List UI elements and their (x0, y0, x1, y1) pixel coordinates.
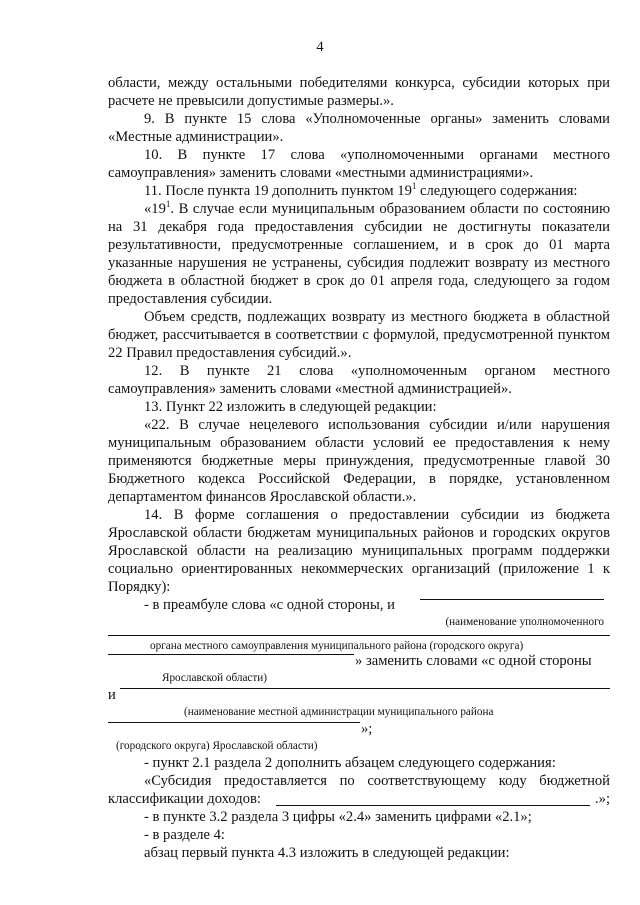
paragraph-item-4-3: абзац первый пункта 4.3 изложить в следующей редакции: (144, 845, 510, 861)
caption-local-administration: (наименование местной администрации муниципального района (184, 706, 494, 718)
caption-row-3 (108, 670, 610, 686)
paragraph-item-12: 12. В пункте 21 слова «уполномоченным органом местного самоуправления» заменить словами «местной администрацией». (108, 363, 610, 397)
document-body (108, 74, 610, 862)
item-19-1-superscript: 1 (165, 199, 171, 210)
replace-line (108, 652, 610, 670)
replace-text: » заменить словами «с одной стороны (355, 653, 592, 669)
item-11-text-b: следующего содержания: (416, 183, 578, 199)
item-19-1-text-a: «19 (144, 201, 166, 217)
blank-line-4 (120, 688, 610, 689)
caption-yaroslavl-region-1: Ярославской области) (162, 672, 267, 684)
blank-line-2 (108, 635, 610, 636)
page-number: 4 (316, 39, 324, 55)
paragraph-item-3-2: - в пункте 3.2 раздела 3 цифры «2.4» заменить цифрами «2.1»; (144, 809, 532, 825)
paragraph-item-13: 13. Пункт 22 изложить в следующей редакции: (144, 399, 437, 415)
spacer (108, 630, 610, 638)
caption-local-government: органа местного самоуправления муниципального района (городского округа) (150, 640, 524, 652)
paragraph-refund-volume: Объем средств, подлежащих возврату из местного бюджета в областной бюджет, рассчитывается в соответствии с формулой, предусмотренной пунктом 22 Правил предоставления субсидий.». (108, 309, 610, 361)
item-11-superscript: 1 (411, 181, 417, 192)
paragraph-subsidy (108, 772, 610, 808)
closing-text: »; (361, 721, 373, 737)
blank-line-6 (276, 805, 590, 806)
paragraph-item-2-1: - пункт 2.1 раздела 2 дополнить абзацем следующего содержания: (144, 755, 556, 771)
blank-line-3 (108, 654, 354, 655)
caption-row-2 (108, 638, 610, 652)
paragraph-item-14: 14. В форме соглашения о предоставлении субсидии из бюджета Ярославской области бюджетам муниципальных районов и городских округов Ярославской области на реализацию муниципальных программ поддержки социально ориентированных некоммерческих организаций (приложение 1 к Порядку): (108, 507, 610, 595)
closing-line (108, 720, 610, 738)
paragraph-item-9: 9. В пункте 15 слова «Уполномоченные органы» заменить словами «Местные администрации». (108, 111, 610, 145)
subsidy-closing: .»; (595, 791, 610, 807)
paragraph-section-4: - в разделе 4: (144, 827, 225, 843)
paragraph-item-19-1 (108, 200, 610, 308)
and-line (108, 686, 610, 704)
paragraph-item-11 (108, 182, 610, 200)
caption-row-4 (108, 704, 610, 720)
caption-row-1 (108, 614, 610, 630)
preamble-text: - в преамбуле слова «с одной стороны, и (144, 597, 395, 613)
and-text: и (108, 687, 116, 703)
subsidy-text: «Субсидия предоставляется по соответствующему коду бюджетной классификации доходов: (108, 773, 610, 807)
item-11-text-a: 11. После пункта 19 дополнить пунктом 19 (144, 183, 412, 199)
caption-yaroslavl-region-2: (городского округа) Ярославской области) (116, 740, 318, 752)
blank-line-1 (420, 599, 604, 600)
caption-row-5 (108, 738, 610, 754)
blank-line-5 (108, 722, 360, 723)
paragraph-item-22: «22. В случае нецелевого использования субсидии и/или нарушения муниципальным образованием области условий ее предоставления к нему применяются бюджетные меры принуждения, предусмотренные главой 30 Бюджетного кодекса Российской Федерации, в порядке, установленном департаментом финансов Ярославской области.». (108, 417, 610, 505)
item-19-1-text-b: . В случае если муниципальным образованием области по состоянию на 31 декабря года предоставления субсидии не достигнуты показатели результативности, предусмотренные соглашением, и в срок до 01 марта указанные нарушения не устранены, субсидия подлежит возврату из местного бюджета в областной бюджет в срок до 01 апреля года, следующего за годом предоставления субсидии. (108, 201, 610, 307)
caption-authorized-body: (наименование уполномоченного (445, 616, 604, 628)
paragraph-item-10: 10. В пункте 17 слова «уполномоченными органами местного самоуправления» заменить словами «местными администрациями». (108, 147, 610, 181)
preamble-line (108, 596, 610, 614)
paragraph-1: области, между остальными победителями конкурса, субсидии которых при расчете не превысили допустимые размеры.». (108, 75, 610, 109)
